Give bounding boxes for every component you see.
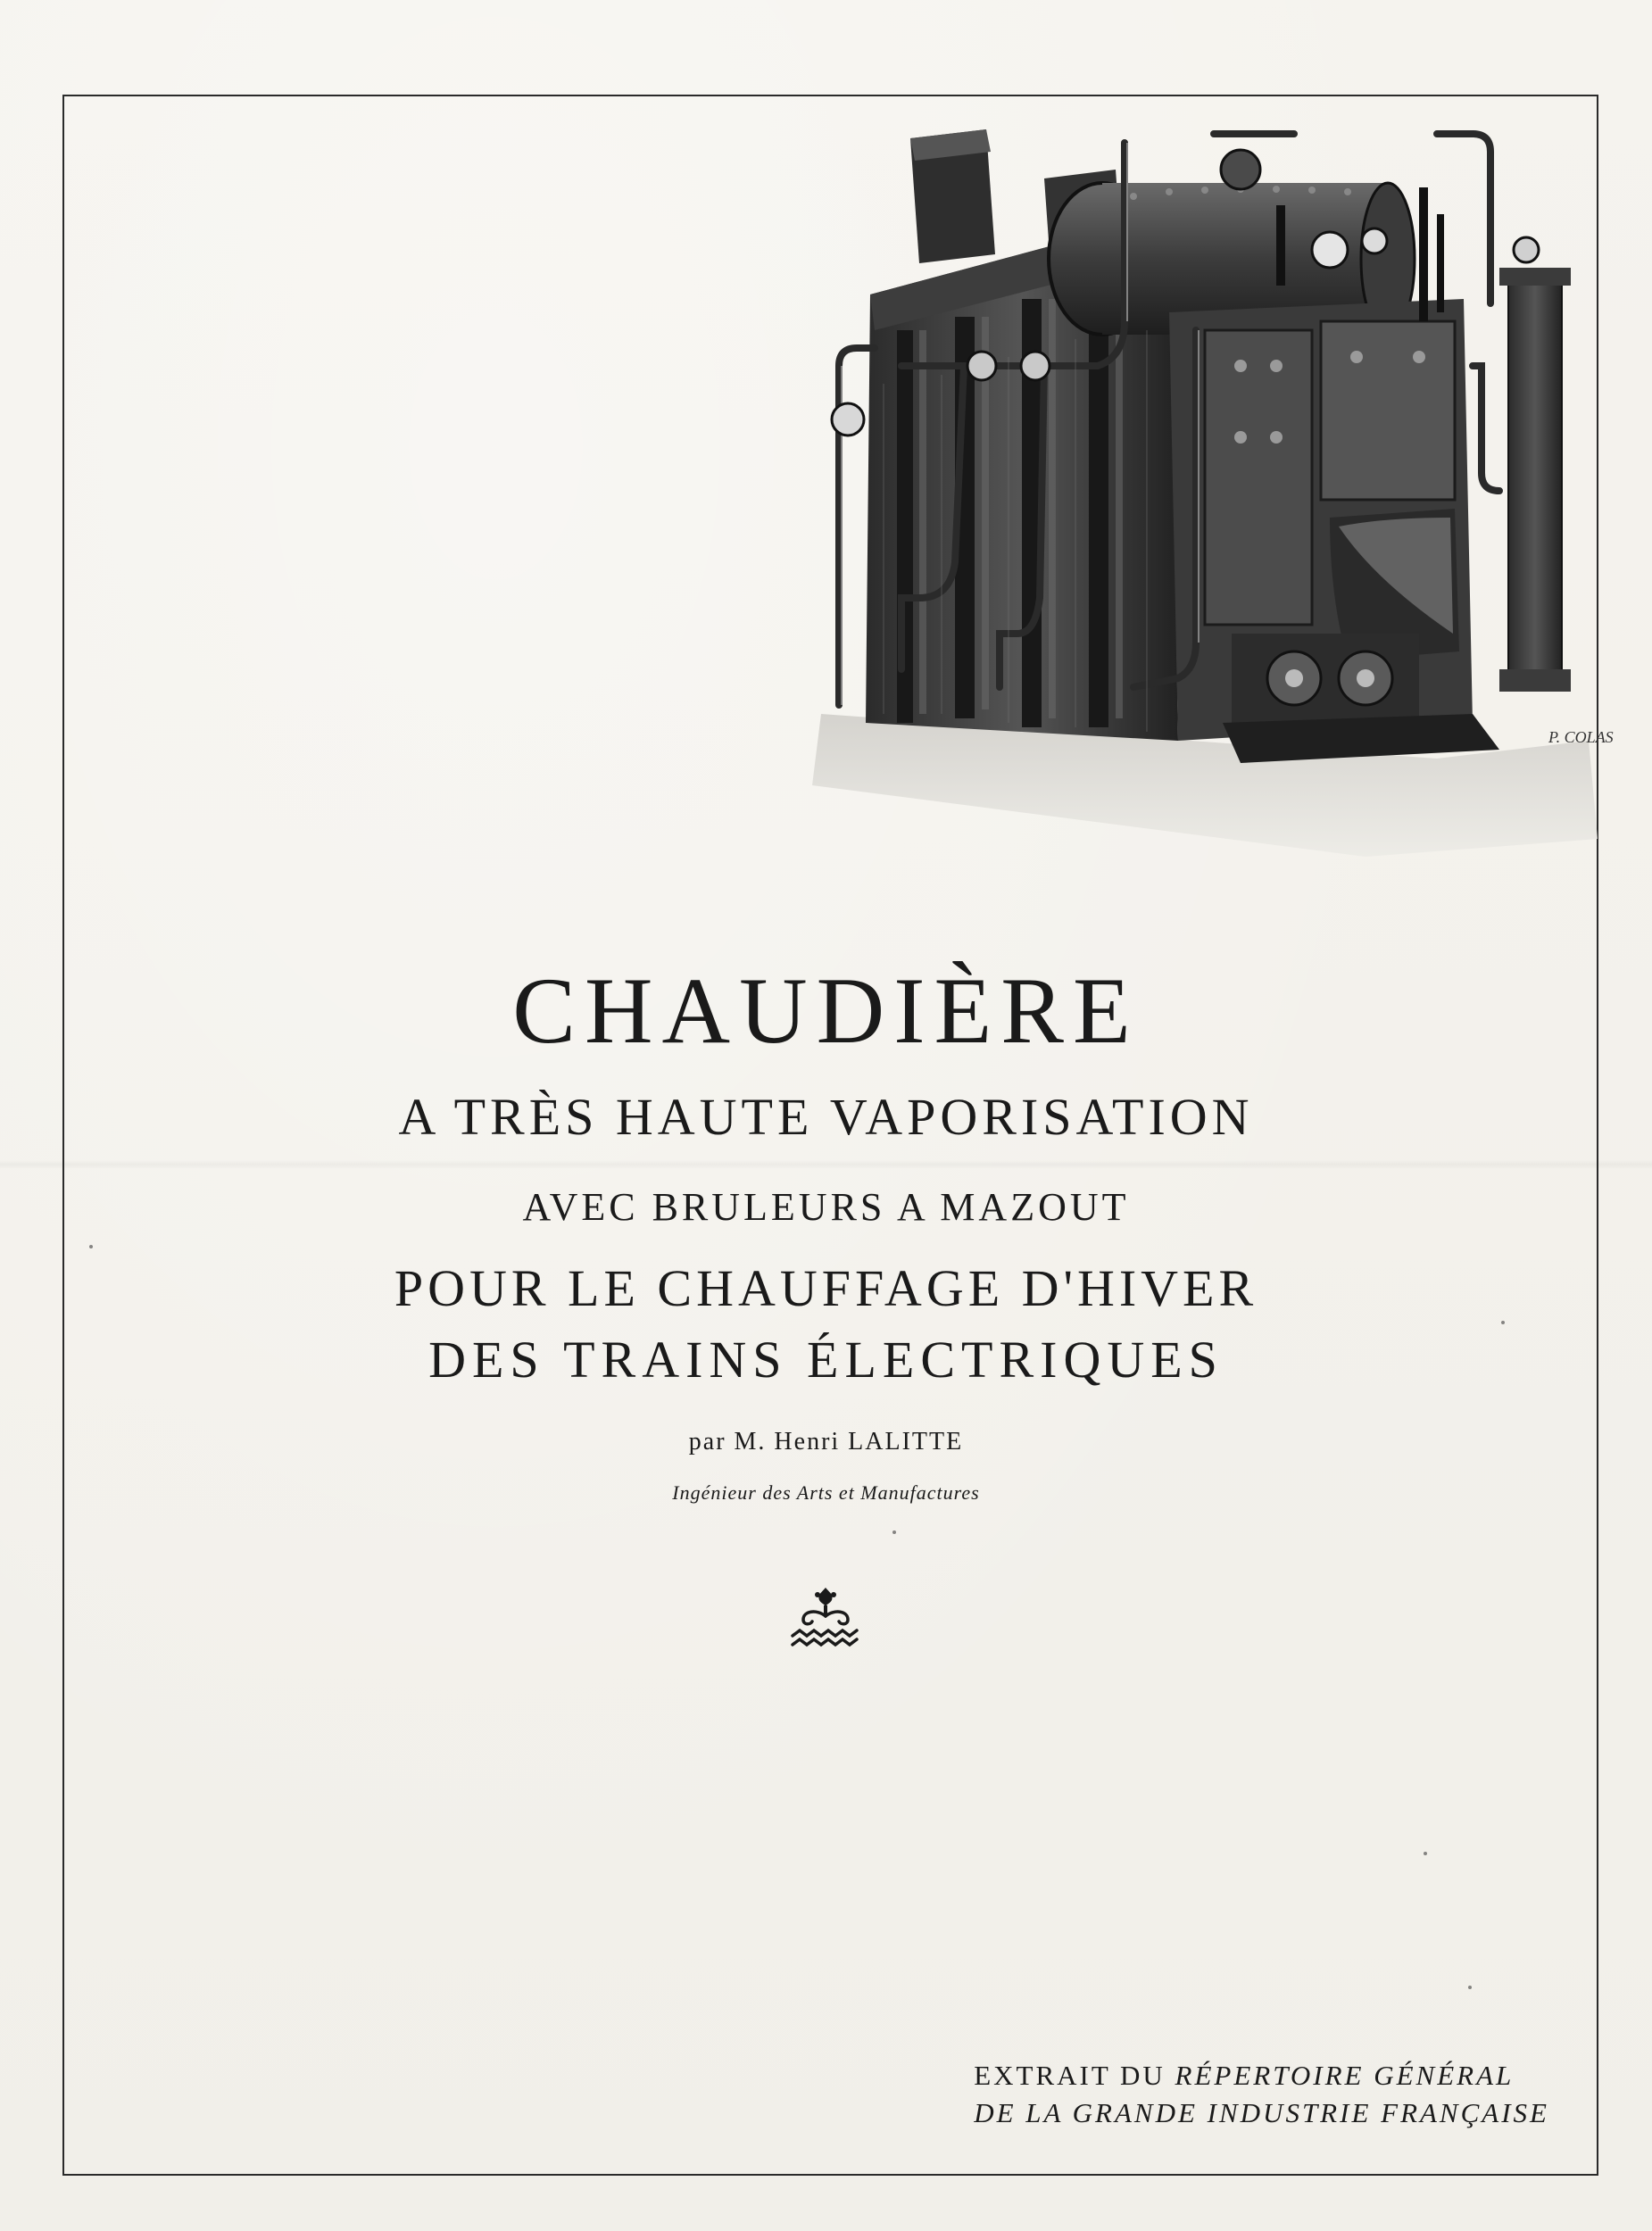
subtitle-line-3: POUR LE CHAUFFAGE D'HIVER (394, 1259, 1258, 1317)
paper-speck (1501, 1321, 1505, 1324)
document-title: CHAUDIÈRE (512, 958, 1140, 1063)
author-name: LALITTE (848, 1428, 964, 1456)
paper-speck (89, 1245, 93, 1248)
boiler-illustration (794, 98, 1651, 866)
author-line (0, 1428, 1652, 1456)
subtitle-line-1: A TRÈS HAUTE VAPORISATION (398, 1088, 1254, 1146)
paper-speck (892, 1530, 896, 1534)
footer-line-1 (974, 2057, 1549, 2094)
footer-publication-part1: RÉPERTOIRE GÉNÉRAL (1175, 2060, 1515, 2091)
footer-citation (974, 2057, 1549, 2132)
footer-publication-part2: DE LA GRANDE INDUSTRIE FRANÇAISE (974, 2097, 1549, 2128)
author-prefix: par M. Henri (688, 1428, 841, 1456)
paper-speck (1468, 1986, 1472, 1989)
subtitle-line-2: AVEC BRULEURS A MAZOUT (522, 1185, 1130, 1229)
author-credentials: Ingénieur des Arts et Manufactures (672, 1481, 980, 1504)
paper-speck (1424, 1852, 1427, 1855)
engraver-signature: P. COLAS (1548, 728, 1614, 746)
floral-ornament-icon (785, 1584, 866, 1655)
subtitle-line-4: DES TRAINS ÉLECTRIQUES (428, 1331, 1224, 1389)
footer-prefix: EXTRAIT DU (974, 2060, 1166, 2091)
